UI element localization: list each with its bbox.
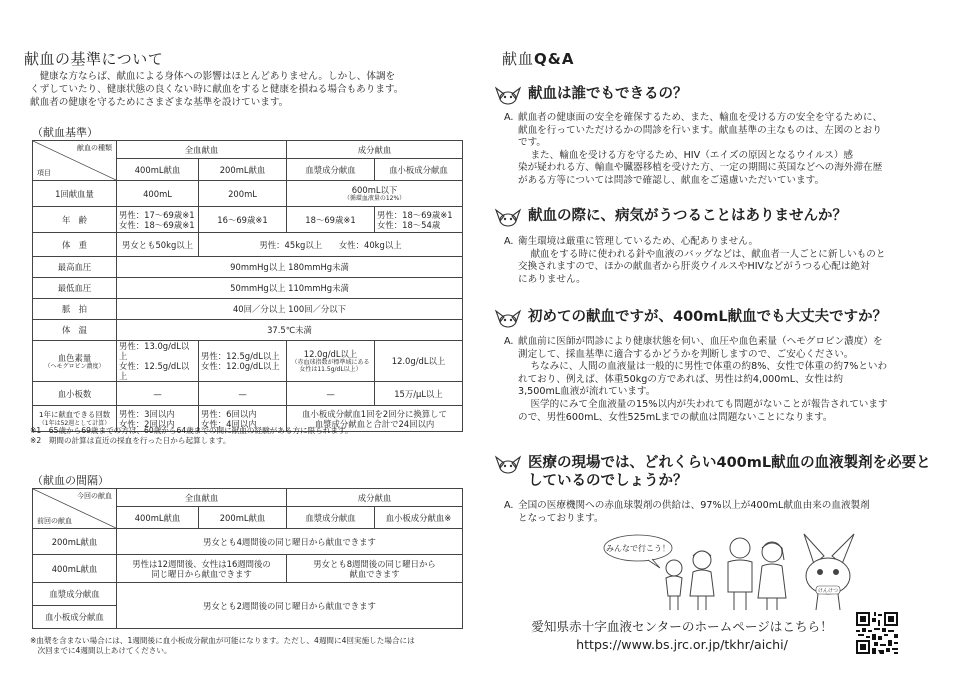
donors-illustration (602, 520, 892, 612)
col-400: 400mL献血 (117, 159, 199, 181)
mascot-badge-text: けんけつ (817, 588, 839, 594)
mascot-head-icon (494, 207, 522, 227)
row-label-plasma: 血漿成分献血 (33, 583, 117, 606)
qa-title-prefix: 献血 (502, 50, 535, 68)
answer-3 (504, 336, 934, 424)
answer-line: れており、例えば、体重50kgの方であれば、男性は約4,000mL、女性は約 (518, 373, 844, 385)
col-platelet: 血小板成分献血※ (375, 507, 463, 529)
cell (199, 341, 287, 382)
group-component: 成分献血 (287, 141, 463, 159)
note-line: ※2 期間の計算は直近の採血を行った日から起算します。 (30, 436, 231, 445)
cell-text: 男性：17〜69歳※1 (119, 209, 195, 220)
cell-text: 同じ曜日から献血できます (151, 568, 252, 579)
col-plasma: 血漿成分献血 (287, 507, 375, 529)
interval-notes (30, 636, 470, 656)
question-line: 医療の現場では、どれくらい400mL献血の血液製剤を必要と (528, 455, 931, 471)
footer-url[interactable]: https://www.bs.jrc.or.jp/tkhr/aichi/ (576, 637, 788, 652)
answer-line: 医学的にみて全血液量の15%以内が失われても問題がないことが報告されています (530, 398, 888, 410)
row-label-platelet: 血小板成分献血 (33, 606, 117, 629)
answer-line: また、輸血を受ける方を守るため、HIV（エイズの原因となるウイルス）感 (530, 149, 854, 161)
criteria-notes (30, 426, 470, 446)
row-label-200: 200mL献血 (33, 529, 117, 555)
interval-table (32, 488, 463, 629)
cell-text: 男性は12週間後、女性は16週間後の (132, 558, 271, 569)
answer-line: 献血をする時に使われる針や血液のバッグなどは、献血者一人ごとに新しいものと (530, 248, 886, 260)
criteria-heading: （献血基準） (32, 126, 98, 139)
question-text: 献血の際に、病気がうつることはありませんか？ (528, 208, 847, 224)
answer-1 (504, 112, 934, 188)
answer-line: ので、男性600mL、女性525mLまでの献血は問題ないことになります。 (518, 411, 833, 423)
row-label-400: 400mL献血 (33, 555, 117, 583)
answer-line: です。 (518, 137, 547, 149)
row-label-min-bp: 最低血圧 (33, 278, 117, 299)
answer-mark: A. (504, 236, 514, 247)
answer-2 (504, 236, 934, 286)
footer (512, 618, 852, 654)
answer-line: 献血者の健康面の安全を確保するため、また、輸血を受ける方の安全を守るために、 (518, 112, 883, 123)
row-label-weight: 体 重 (33, 233, 117, 257)
cell-text: 男性：6回以内 (201, 408, 257, 419)
criteria-corner (33, 141, 117, 181)
intro-line: くずしていたり、健康状態の良くない時に献血をすると健康を損ねる場合もあります。 (30, 84, 404, 95)
cell: 200mL (199, 181, 287, 207)
cell-text: 女性：18〜69歳※1 (119, 219, 195, 230)
corner-bottom-label: 前回の献血 (37, 517, 72, 525)
cell: 男性：45kg以上 女性：40kg以上 (199, 233, 463, 257)
cell-text: 12.0g/dL以上 (303, 349, 358, 359)
group-whole-blood: 全血献血 (117, 141, 287, 159)
criteria-table (32, 140, 463, 432)
cell: 男女とも4週間後の同じ曜日から献血できます (117, 529, 463, 555)
corner-top-label: 献血の種類 (77, 144, 112, 152)
cell: — (287, 382, 375, 406)
cell-text: 献血できます (349, 568, 400, 579)
cell-text: 男性：3回以内 (119, 408, 175, 419)
row-label-volume: 1回献血量 (33, 181, 117, 207)
cell-note: （赤血球指数が標準域にある (291, 359, 370, 366)
cell-text: 女性：12.5g/dL以上 (119, 361, 190, 381)
cell-text: 血小板成分献血1回を2回分に換算して (302, 408, 447, 419)
col-plasma: 血漿成分献血 (287, 159, 375, 181)
corner-top-label: 今回の献血 (77, 492, 112, 500)
group-whole-blood: 全血献血 (117, 489, 287, 507)
col-200: 200mL献血 (199, 507, 287, 529)
intro-line: 献血者の健康を守るためにさまざまな基準を設けています。 (30, 97, 289, 108)
qr-code[interactable] (854, 610, 900, 656)
cell-text: 女性：2回以内 (119, 418, 175, 429)
criteria-section-title: 献血の基準について (24, 50, 164, 68)
cell: 12.0g/dL以上 (375, 341, 463, 382)
cell: 50mmHg以上 110mmHg未満 (117, 278, 463, 299)
cell-note: 女性は11.5g/dL以上） (299, 366, 362, 373)
answer-mark: A. (504, 112, 514, 123)
answer-line: 染が疑われる方、輸血や臓器移植を受けた方、一定の期間に英国などへの海外滞在歴 (518, 162, 883, 174)
cell-text: 女性：4回以内 (201, 418, 257, 429)
cell-note: （循環血液量の12%） (343, 195, 406, 202)
corner-bottom-label: 項目 (37, 169, 51, 177)
question-line: しているのでしょうか？ (528, 473, 688, 489)
cell (287, 555, 463, 583)
row-label-max-bp: 最高血圧 (33, 257, 117, 278)
cell (375, 207, 463, 233)
cell: 18〜69歳※1 (287, 207, 375, 233)
answer-line: がある方等については問診で確認し、献血をご遠慮いただいています。 (518, 174, 825, 186)
question-3 (494, 308, 954, 328)
cell: — (117, 382, 199, 406)
col-400: 400mL献血 (117, 507, 199, 529)
cell-text: 男性：12.5g/dL以上 (201, 351, 280, 361)
col-200: 200mL献血 (199, 159, 287, 181)
cell-text: 1年に献血できる回数 (38, 410, 111, 419)
cell-text: 男性：18〜69歳※1 (377, 209, 453, 220)
cell (117, 341, 199, 382)
answer-line: にありません。 (518, 273, 586, 285)
cell (117, 555, 287, 583)
row-label-pulse: 脈 拍 (33, 299, 117, 320)
answer-line: ちなみに、人間の血液量は一般的に男性で体重の約8%、女性で体重の約7%といわ (530, 361, 888, 373)
cell: 37.5℃未満 (117, 320, 463, 341)
note-line: 次回までに4週間以上あけてください。 (30, 646, 172, 655)
footer-message: 愛知県赤十字血液センターのホームページはこちら！ (531, 619, 833, 634)
col-platelet: 血小板成分献血 (375, 159, 463, 181)
group-component: 成分献血 (287, 489, 463, 507)
question-text (528, 454, 931, 490)
cell (117, 207, 199, 233)
cell: 400mL (117, 181, 199, 207)
mascot-head-icon (494, 85, 522, 105)
cell: 男女とも50kg以上 (117, 233, 199, 257)
interval-heading: （献血の間隔） (32, 474, 109, 487)
question-4 (494, 454, 954, 490)
row-label-platelet: 血小板数 (33, 382, 117, 406)
cell-note: （1年は52週として計算） (38, 420, 111, 427)
qa-title-bold: Q&A (534, 50, 575, 68)
answer-line: 献血前に医師が問診により健康状態を伺い、血圧や血色素量（ヘモグロビン濃度）を (518, 336, 883, 347)
cell-text: 男女とも8週間後の同じ曜日から (313, 558, 436, 569)
cell-text: 女性：12.0g/dL以上 (201, 361, 280, 371)
cell: 90mmHg以上 180mmHg未満 (117, 257, 463, 278)
row-label-age: 年 齢 (33, 207, 117, 233)
cell: 40回／分以上 100回／分以下 (117, 299, 463, 320)
cell: 男女とも2週間後の同じ曜日から献血できます (117, 583, 463, 629)
intro-line: 健康な方ならば、献血による身体への影響はほとんどありません。しかし、体調を (39, 71, 396, 82)
answer-mark: A. (504, 336, 514, 347)
speech-bubble-text: みんなで行こう！ (606, 544, 670, 553)
note-line: ※血漿を含まない場合には、1週間後に血小板成分献血が可能になります。ただし、4週間に4回実施した場合には (30, 636, 415, 645)
qa-section-title (502, 48, 574, 69)
answer-line: 衛生環境は厳重に管理しているため、心配ありません。 (518, 236, 759, 247)
row-label-hb (33, 341, 117, 382)
cell-text: 600mL以下 (351, 185, 398, 195)
cell-text: 男性：13.0g/dL以上 (119, 341, 190, 361)
answer-line: 測定して、採血基準に適合するかどうかを判断しますので、ご安心ください。 (518, 348, 854, 360)
cell (287, 341, 375, 382)
interval-corner (33, 489, 117, 529)
cell-note: （ヘモグロビン濃度） (44, 362, 105, 370)
mascot-head-icon (494, 454, 522, 474)
question-2 (494, 207, 954, 227)
cell-text: 血色素量 (57, 352, 92, 363)
right-page (482, 0, 964, 682)
note-line: ※1 65歳から69歳までの方は、60歳から64歳までの間に献血の経験がある方に限られます。 (30, 426, 353, 435)
answer-line: 3,500mL血液が流れています。 (518, 386, 656, 398)
cell: 16〜69歳※1 (199, 207, 287, 233)
row-label-temp: 体 温 (33, 320, 117, 341)
answer-line: 交換されますので、ほかの献血者から肝炎ウイルスやHIVなどがうつる心配は絶対 (518, 261, 870, 273)
answer-line: 献血を行っていただけるかの問診を行います。献血基準の主なものは、左図のとおり (518, 124, 882, 136)
cell: — (199, 382, 287, 406)
question-text: 献血は誰でもできるの？ (528, 86, 688, 102)
question-1 (494, 85, 954, 105)
cell-text: 女性：18〜54歳 (377, 219, 441, 230)
answer-line: 全国の医療機関への赤血球製剤の供給は、97%以上が400mL献血由来の血液製剤 (518, 500, 870, 511)
cell-text: 血漿成分献血と合計で24回以内 (314, 418, 435, 429)
mascot-head-icon (494, 308, 522, 328)
cell (287, 181, 463, 207)
question-text: 初めての献血ですが、400mL献血でも大丈夫ですか？ (528, 309, 888, 325)
answer-mark: A. (504, 500, 514, 511)
answer-line: となっております。 (518, 512, 604, 524)
criteria-intro (30, 70, 470, 109)
cell: 15万/μL以上 (375, 382, 463, 406)
